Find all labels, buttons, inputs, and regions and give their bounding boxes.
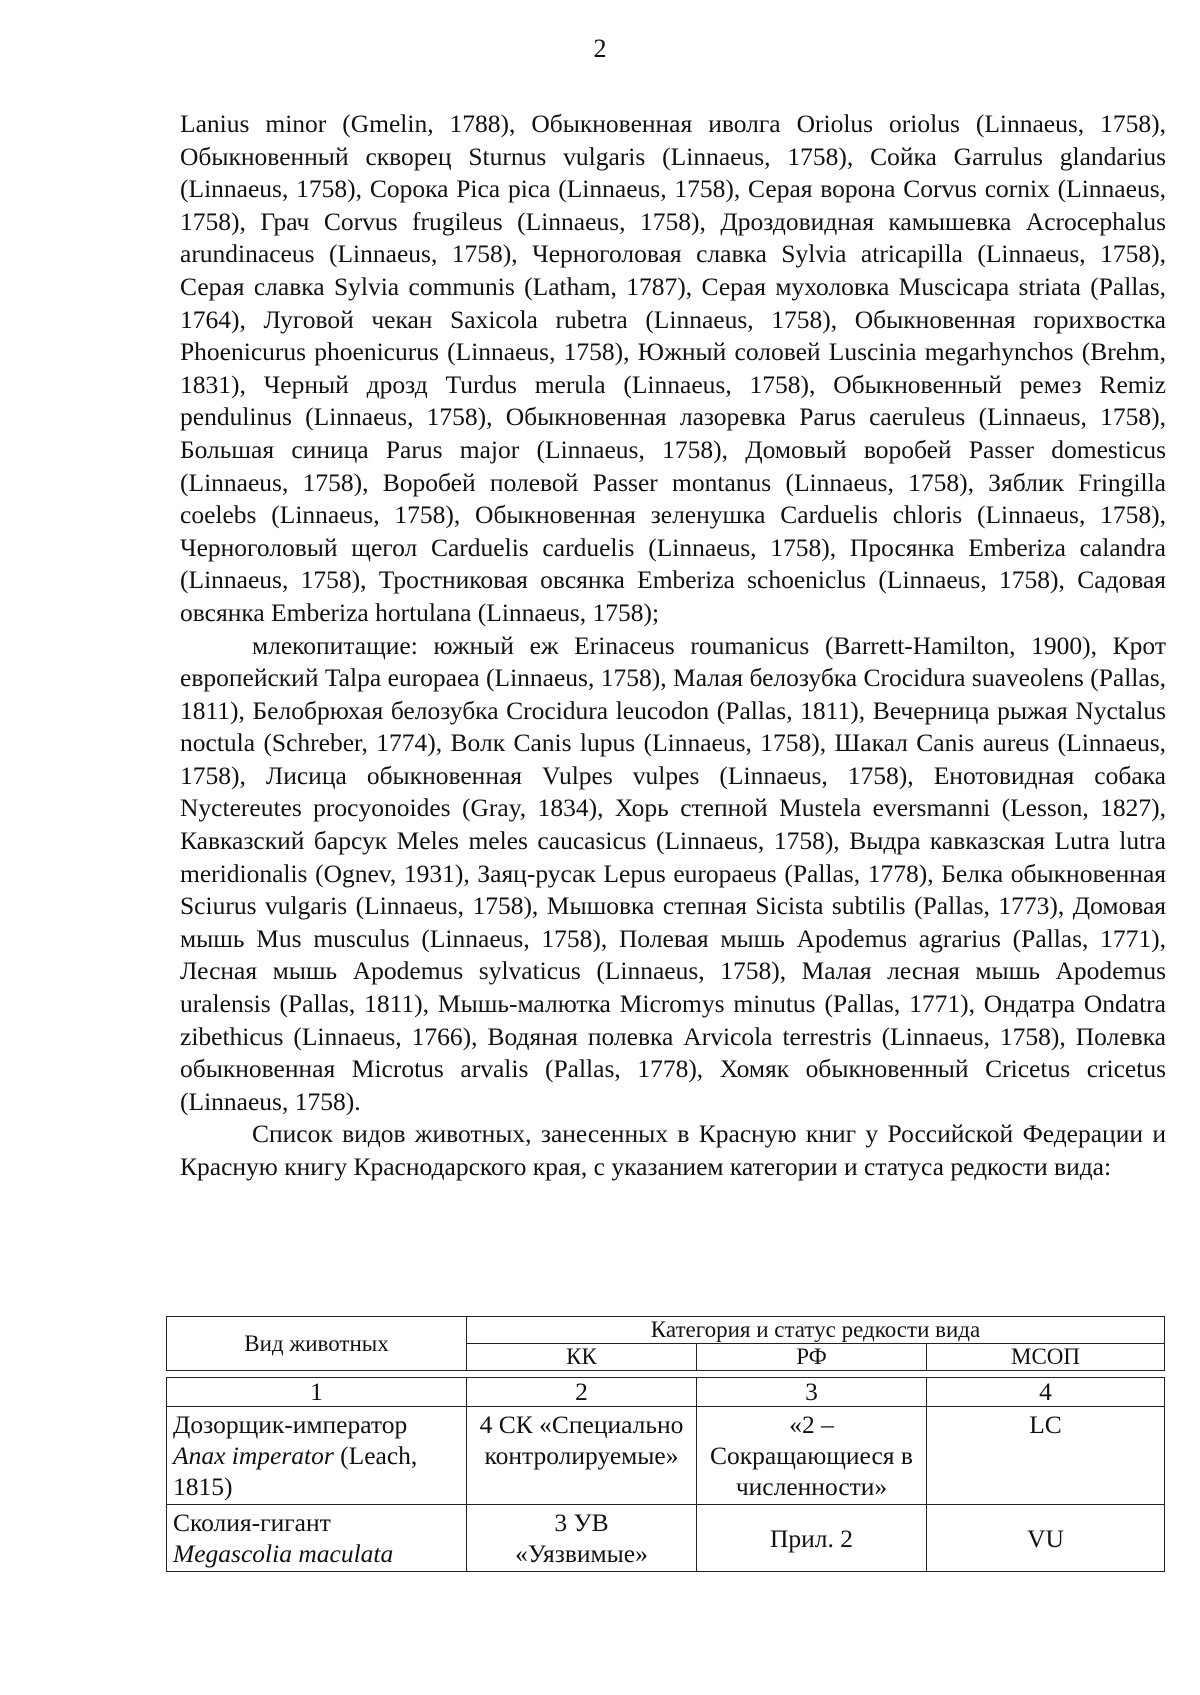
table-row bbox=[167, 1505, 1165, 1572]
red-book-table bbox=[166, 1316, 1165, 1572]
body-text bbox=[180, 108, 1166, 1184]
kk-status-label: «Уязвимые» bbox=[515, 1539, 648, 1568]
species-latin-name: Megascolia maculata bbox=[173, 1539, 394, 1568]
species-cell bbox=[167, 1505, 467, 1572]
iucn-status: VU bbox=[927, 1505, 1165, 1572]
kk-status: 4 СК «Специально контролируемые» bbox=[467, 1407, 697, 1505]
page-number: 2 bbox=[593, 34, 607, 63]
rf-status: «2 – Сокращающиеся в численности» bbox=[697, 1407, 927, 1505]
header-iucn: МСОП bbox=[927, 1344, 1165, 1371]
column-number: 1 bbox=[167, 1378, 467, 1407]
kk-status-code: 3 УВ bbox=[554, 1508, 609, 1537]
rf-status: Прил. 2 bbox=[697, 1505, 927, 1572]
species-common-name: Сколия-гигант bbox=[173, 1508, 331, 1537]
header-kk: КК bbox=[467, 1344, 697, 1371]
table-row bbox=[167, 1407, 1165, 1505]
column-number: 4 bbox=[927, 1378, 1165, 1407]
header-category: Категория и статус редкости вида bbox=[467, 1317, 1165, 1344]
species-common-name: Дозорщик-император bbox=[173, 1410, 408, 1439]
header-species: Вид животных bbox=[167, 1317, 467, 1371]
species-author: (Leach, 1815) bbox=[173, 1441, 418, 1501]
table-number-row bbox=[167, 1378, 1165, 1407]
paragraph-list-intro: Список видов животных, занесенных в Красную книг у Российской Федерации и Красную книгу Краснодарского края, с указанием категории и статуса редкости вида: bbox=[180, 1119, 1166, 1181]
table-header-row bbox=[167, 1317, 1165, 1344]
paragraph-mammals: млекопитащие: южный еж Erinaceus roumanicus (Barrett-Hamilton, 1900), Крот европейский Talpa europaea (Linnaeus, 1758), Малая белозубка Crocidura suaveolens (Pallas, 1811), Белобрюхая белозубка Crocidura leucodon (Pallas, 1811), Вечерница рыжая Nyctalus noctula (Schreber, 1774), Волк Canis lupus (Linnaeus, 1758), Шакал Canis aureus (Linnaeus, 1758), Лисица обыкновенная Vulpes vulpes (Linnaeus, 1758), Енотовидная собака Nyctereutes procyonoides (Gray, 1834), Хорь степной Mustela eversmanni (Lesson, 1827), Кавказский барсук Meles meles caucasicus (Linnaeus, 1758), Выдра кавказская Lutra lutra meridionalis (Ognev, 1931), Заяц-русак Lepus europaeus (Pallas, 1778), Белка обыкновенная Sciurus vulgaris (Linnaeus, 1758), Мышовка степная Sicista subtilis (Pallas, 1773), Домовая мышь Mus musculus (Linnaeus, 1758), Полевая мышь Apodemus agrarius (Pallas, 1771), Лесная мышь Apodemus sylvaticus (Linnaeus, 1758), Малая лесная мышь Apodemus uralensis (Pallas, 1811), Мышь-малютка Micromys minutus (Pallas, 1771), Ондатра Ondatra zibethicus (Linnaeus, 1766), Водяная полевка Arvicola terrestris (Linnaeus, 1758), Полевка обыкновенная Microtus arvalis (Pallas, 1778), Хомяк обыкновенный Cricetus cricetus (Linnaeus, 1758). bbox=[180, 630, 1166, 1116]
paragraph-birds: Lanius minor (Gmelin, 1788), Обыкновенная иволга Oriolus oriolus (Linnaeus, 1758), Обыкновенный скворец Sturnus vulgaris (Linnaeus, 1758), Сойка Garrulus glandarius (Linnaeus, 1758), Сорока Pica pica (Linnaeus, 1758), Серая ворона Corvus cornix (Linnaeus, 1758), Грач Corvus frugileus (Linnaeus, 1758), Дроздовидная камышевка Acrocephalus arundinaceus (Linnaeus, 1758), Черноголовая славка Sylvia atricapilla (Linnaeus, 1758), Серая славка Sylvia communis (Latham, 1787), Серая мухоловка Muscicapa striata (Pallas, 1764), Луговой чекан Saxicola rubetra (Linnaeus, 1758), Обыкновенная горихвостка Phoenicurus phoenicurus (Linnaeus, 1758), Южный соловей Luscinia megarhynchos (Brehm, 1831), Черный дрозд Turdus merula (Linnaeus, 1758), Обыкновенный ремез Remiz pendulinus (Linnaeus, 1758), Обыкновенная лазоревка Parus caeruleus (Linnaeus, 1758), Большая синица Parus major (Linnaeus, 1758), Домовый воробей Passer domesticus (Linnaeus, 1758), Воробей полевой Passer montanus (Linnaeus, 1758), Зяблик Fringilla coelebs (Linnaeus, 1758), Обыкновенная зеленушка Carduelis chloris (Linnaeus, 1758), Черноголовый щегол Carduelis carduelis (Linnaeus, 1758), Просянка Emberiza calandra (Linnaeus, 1758), Тростниковая овсянка Emberiza schoeniclus (Linnaeus, 1758), Садовая овсянка Emberiza hortulana (Linnaeus, 1758); bbox=[180, 109, 1166, 627]
header-rf: РФ bbox=[697, 1344, 927, 1371]
column-number: 3 bbox=[697, 1378, 927, 1407]
species-cell bbox=[167, 1407, 467, 1505]
species-latin-name: Anax imperator bbox=[173, 1441, 334, 1470]
column-number: 2 bbox=[467, 1378, 697, 1407]
iucn-status: LC bbox=[927, 1407, 1165, 1505]
kk-status bbox=[467, 1505, 697, 1572]
